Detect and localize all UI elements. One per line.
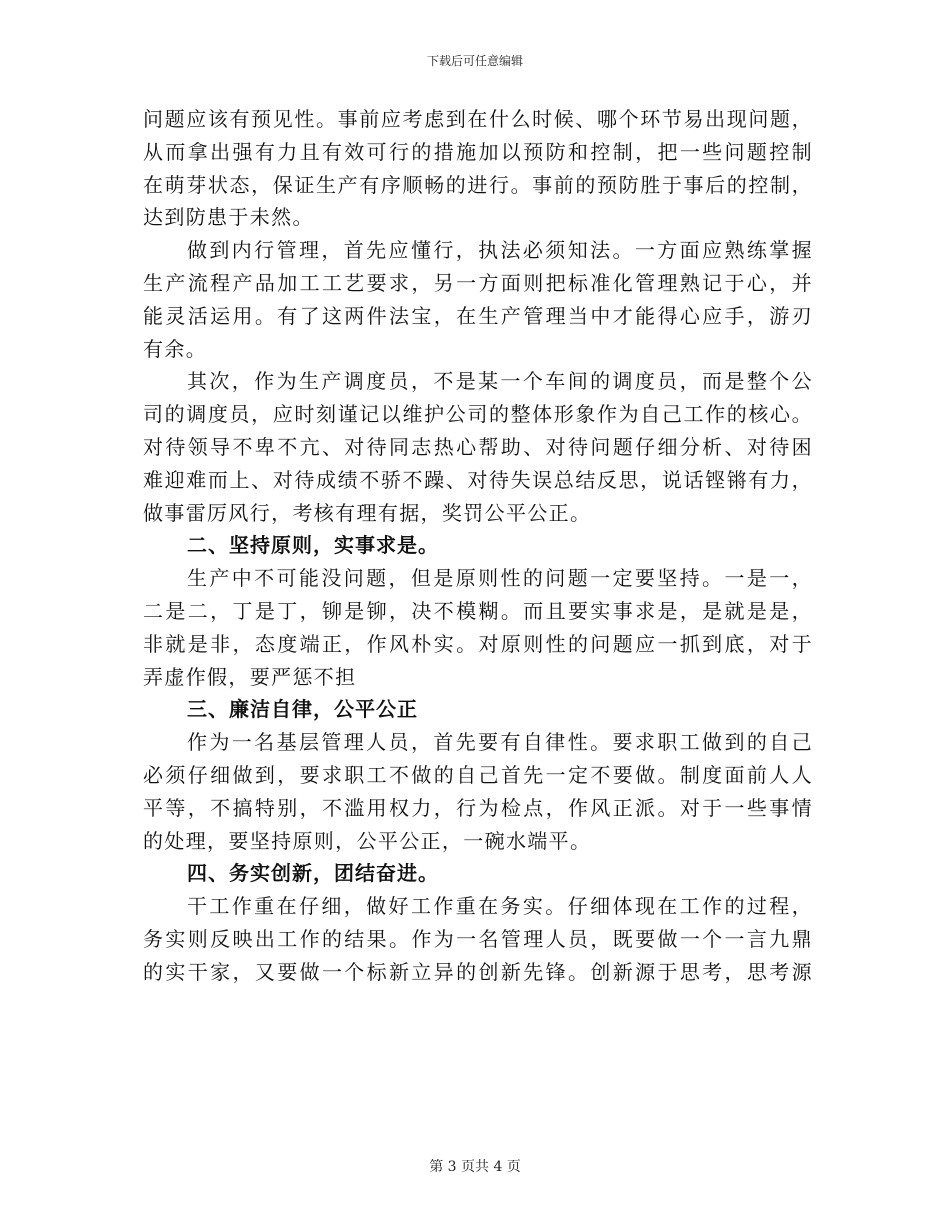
section-heading: 四、务实创新，团结奋进。 [187, 861, 439, 886]
body-line: 做事雷厉风行，考核有理有据，奖罚公平公正。 [143, 500, 592, 525]
body-line: 作为一名基层管理人员，首先要有自律性。要求职工做到的自己 [187, 730, 813, 755]
body-line: 干工作重在仔细，做好工作重在务实。仔细体现在工作的过程， [187, 894, 813, 919]
document-body [143, 103, 813, 989]
section-heading: 二、坚持原则，实事求是。 [187, 533, 439, 558]
body-line: 必须仔细做到，要求职工不做的自己首先一定不要做。制度面前人人 [143, 762, 813, 787]
body-line: 弄虚作假，要严惩不担 [143, 664, 357, 689]
body-line: 其次，作为生产调度员，不是某一个车间的调度员，而是整个公 [187, 369, 813, 394]
body-line: 的处理，要坚持原则，公平公正，一碗水端平。 [143, 828, 592, 853]
body-line: 问题应该有预见性。事前应考虑到在什么时候、哪个环节易出现问题， [143, 107, 813, 131]
body-line: 难迎难而上、对待成绩不骄不躁、对待失误总结反思，说话铿锵有力， [143, 467, 813, 492]
body-line: 平等，不搞特别，不滥用权力，行为检点，作风正派。对于一些事情 [143, 795, 813, 820]
body-line: 司的调度员，应时刻谨记以维护公司的整体形象作为自己工作的核心。 [143, 402, 813, 427]
body-line: 能灵活运用。有了这两件法宝，在生产管理当中才能得心应手，游刃 [143, 303, 813, 328]
page-number: 第 3 页共 4 页 [429, 1159, 521, 1175]
body-line: 对待领导不卑不亢、对待同志热心帮助、对待问题仔细分析、对待困 [143, 434, 813, 459]
body-line: 二是二，丁是丁，铆是铆，决不模糊。而且要实事求是，是就是是， [143, 598, 813, 623]
page-header: 下载后可任意编辑 [426, 54, 523, 68]
body-line: 的实干家，又要做一个标新立异的创新先锋。创新源于思考，思考源 [143, 959, 813, 984]
body-line: 生产流程产品加工工艺要求，另一方面则把标准化管理熟记于心，并 [143, 270, 813, 295]
section-heading: 三、廉洁自律，公平公正 [187, 697, 418, 722]
body-line: 有余。 [143, 336, 208, 361]
body-line: 生产中不可能没问题，但是原则性的问题一定要坚持。一是一， [187, 566, 813, 591]
body-line: 达到防患于未然。 [143, 205, 314, 230]
body-line: 做到内行管理，首先应懂行，执法必须知法。一方面应熟练掌握 [187, 238, 813, 263]
body-line: 务实则反映出工作的结果。作为一名管理人员，既要做一个一言九鼎 [143, 926, 813, 951]
body-line: 从而拿出强有力且有效可行的措施加以预防和控制，把一些问题控制 [143, 139, 813, 164]
body-line: 非就是非，态度端正，作风朴实。对原则性的问题应一抓到底，对于 [143, 631, 813, 656]
body-line: 在萌芽状态，保证生产有序顺畅的进行。事前的预防胜于事后的控制， [143, 172, 813, 197]
